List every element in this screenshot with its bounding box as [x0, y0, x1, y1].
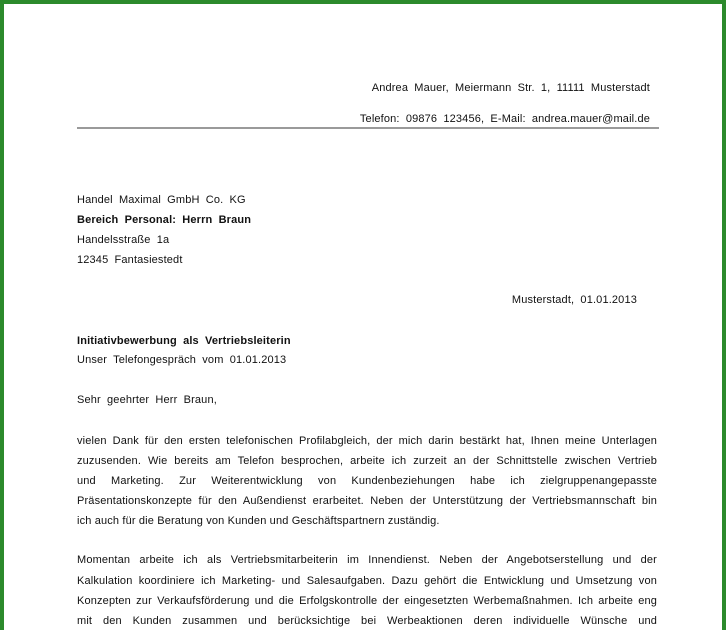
recipient-company: Handel Maximal GmbH Co. KG [77, 194, 246, 206]
salutation: Sehr geehrter Herr Braun, [77, 394, 217, 406]
sender-address: Andrea Mauer, Meiermann Str. 1, 11111 Musterstadt [371, 82, 650, 94]
paragraph2-line: Konzepten zur Verkaufsförderung und die Erfolgskontrolle der eingesetzten Werbemaßnahmen. Ich arbeite eng [77, 595, 657, 607]
recipient-department: Bereich Personal: Herrn Braun [77, 214, 252, 226]
sender-contact: Telefon: 09876 123456, E-Mail: andrea.mauer@mail.de [359, 113, 650, 125]
recipient-street: Handelsstraße 1a [77, 234, 170, 246]
recipient-city: 12345 Fantasiestedt [77, 254, 183, 266]
paragraph2-line: Kalkulation koordiniere ich Marketing- und Salesaufgaben. Dazu gehört die Entwicklung und Umsetzung von [77, 575, 657, 587]
paragraph1-line: ich auch für die Beratung von Kunden und Geschäftspartnern zuständig. [77, 515, 440, 527]
header-divider [77, 127, 659, 129]
paragraph1-line: und Marketing. Zur Weiterentwicklung von Kundenbeziehungen habe ich zielgruppenangepasste [77, 475, 657, 487]
letter-subject: Initiativbewerbung als Vertriebsleiterin [77, 335, 291, 347]
paragraph1-line: Präsentationskonzepte für den Außendienst erarbeitet. Neben der Unterstützung der Vertriebsmannschaft bin [77, 495, 657, 507]
letter-reference: Unser Telefongespräch vom 01.01.2013 [77, 354, 287, 366]
date-line: Musterstadt, 01.01.2013 [511, 294, 637, 306]
paragraph2-line: mit den Kunden zusammen und berücksichtige bei Werbeaktionen deren individuelle Wünsche und [77, 615, 657, 627]
paragraph1-line: vielen Dank für den ersten telefonischen Profilabgleich, der mich darin bestärkt hat, Ihnen meine Unterlagen [77, 435, 657, 447]
paragraph2-line: Momentan arbeite ich als Vertriebsmitarbeiterin im Innendienst. Neben der Angebotserstellung und der [77, 554, 657, 566]
paragraph1-line: zuzusenden. Wie bereits am Telefon besprochen, arbeite ich zurzeit an der Schnittstelle zwischen Vertrieb [77, 455, 657, 467]
